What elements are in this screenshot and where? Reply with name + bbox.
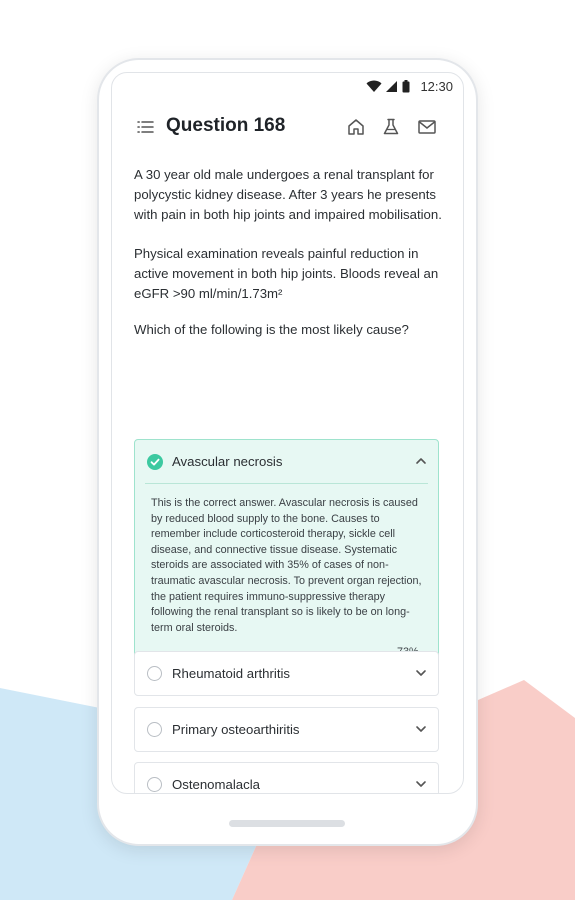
question-body [134, 165, 442, 337]
flask-icon [381, 117, 401, 137]
answer-option[interactable] [134, 762, 439, 794]
question-paragraph: A 30 year old male undergoes a renal transplant for polycystic kidney disease. After 3 years he presents with pain in both hip joints and impaired mobilisation. [134, 167, 442, 222]
answer-option-correct[interactable] [134, 439, 439, 671]
answer-option[interactable] [134, 707, 439, 752]
status-bar [112, 73, 463, 99]
radio-button[interactable] [147, 666, 162, 681]
answer-option-header[interactable] [135, 763, 438, 794]
mail-button[interactable] [415, 115, 439, 139]
app-bar [112, 111, 463, 143]
answer-option-label: Primary osteoarthiritis [172, 722, 300, 737]
list-menu-icon[interactable] [136, 117, 156, 137]
chevron-up-icon[interactable] [414, 454, 428, 468]
answer-explanation: This is the correct answer. Avascular necrosis is caused by reduced blood supply to the bone. Causes to remember include corticosteroid therapy, sickle cell disease, and connective tissue disease. Systematic steroids are associated with 35% of cases of non-traumatic avascular necrosis. To prevent organ rejection, the patient requires immuno-suppressive therapy following the renal transplant so is likely to be on long-term oral steroids. [151, 497, 422, 634]
phone-frame [97, 58, 478, 846]
chevron-down-icon[interactable] [414, 777, 428, 791]
home-indicator[interactable] [229, 820, 345, 827]
app-screen [111, 72, 464, 794]
question-paragraph: Physical examination reveals painful reduction in active movement in both hip joints. Bloods reveal an eGFR >90 ml/min/1.73m² [134, 246, 439, 301]
lab-button[interactable] [379, 115, 403, 139]
answer-option-header[interactable] [135, 652, 438, 695]
status-time: 12:30 [420, 78, 453, 94]
answer-option-header[interactable] [135, 708, 438, 751]
radio-button[interactable] [147, 777, 162, 792]
answer-option-label: Rheumatoid arthritis [172, 666, 291, 681]
signal-icon [386, 80, 398, 93]
check-circle-icon [147, 454, 163, 470]
home-icon [346, 117, 366, 137]
wifi-icon [366, 80, 382, 93]
mail-icon [417, 117, 437, 137]
chevron-down-icon[interactable] [414, 666, 428, 680]
answer-option[interactable] [134, 651, 439, 696]
battery-icon [402, 80, 410, 93]
page-title: Question 168 [166, 115, 286, 136]
answer-option-header[interactable] [135, 440, 438, 483]
answer-option-label: Avascular necrosis [172, 454, 283, 469]
chevron-down-icon[interactable] [414, 722, 428, 736]
question-prompt: Which of the following is the most likely cause? [134, 322, 409, 337]
radio-button[interactable] [147, 722, 162, 737]
home-button[interactable] [344, 115, 368, 139]
answer-option-label: Ostenomalacla [172, 777, 260, 792]
